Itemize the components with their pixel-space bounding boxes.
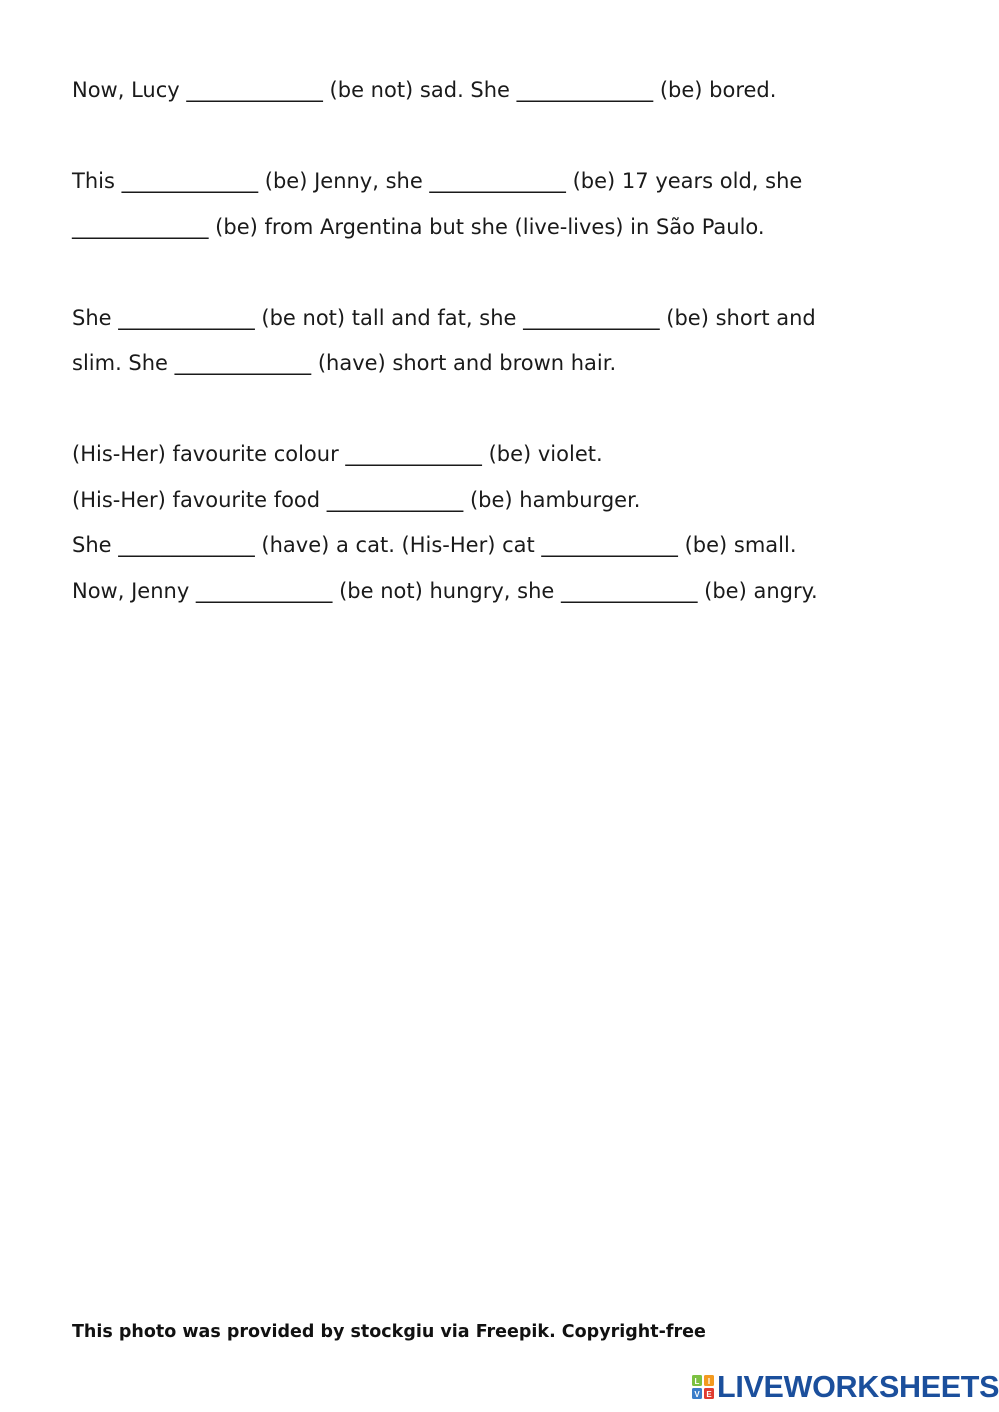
- svg-text:V: V: [694, 1390, 700, 1399]
- exercise-line: (His-Her) favourite food _____________ (be) hamburger.: [72, 487, 641, 512]
- svg-text:L: L: [694, 1377, 700, 1386]
- svg-text:I: I: [707, 1377, 711, 1386]
- brand-wordmark: LIVEWORKSHEETS: [717, 1370, 999, 1404]
- paragraph-gap: [72, 250, 952, 296]
- exercise-line: This _____________ (be) Jenny, she _____________ (be) 17 years old, she: [72, 169, 803, 193]
- worksheet-body: [72, 68, 952, 614]
- exercise-line: _____________ (be) from Argentina but she (live-lives) in São Paulo.: [72, 214, 765, 239]
- exercise-line: Now, Jenny _____________ (be not) hungry, she _____________ (be) angry.: [72, 578, 818, 603]
- paragraph-gap: [72, 114, 952, 160]
- exercise-line: (His-Her) favourite colour _____________ (be) violet.: [72, 442, 603, 466]
- paragraph-gap: [72, 387, 952, 433]
- liveworksheets-logo-icon: [692, 1375, 714, 1399]
- exercise-line: She _____________ (be not) tall and fat, she _____________ (be) short and: [72, 305, 816, 330]
- exercise-line: slim. She _____________ (have) short and brown hair.: [72, 351, 617, 375]
- exercise-line: Now, Lucy _____________ (be not) sad. She _____________ (be) bored.: [72, 78, 777, 102]
- liveworksheets-brand[interactable]: [692, 1370, 999, 1404]
- exercise-line: She _____________ (have) a cat. (His-Her) cat _____________ (be) small.: [72, 533, 797, 557]
- photo-credit: This photo was provided by stockgiu via Freepik. Copyright-free: [72, 1322, 706, 1342]
- svg-text:E: E: [706, 1390, 712, 1399]
